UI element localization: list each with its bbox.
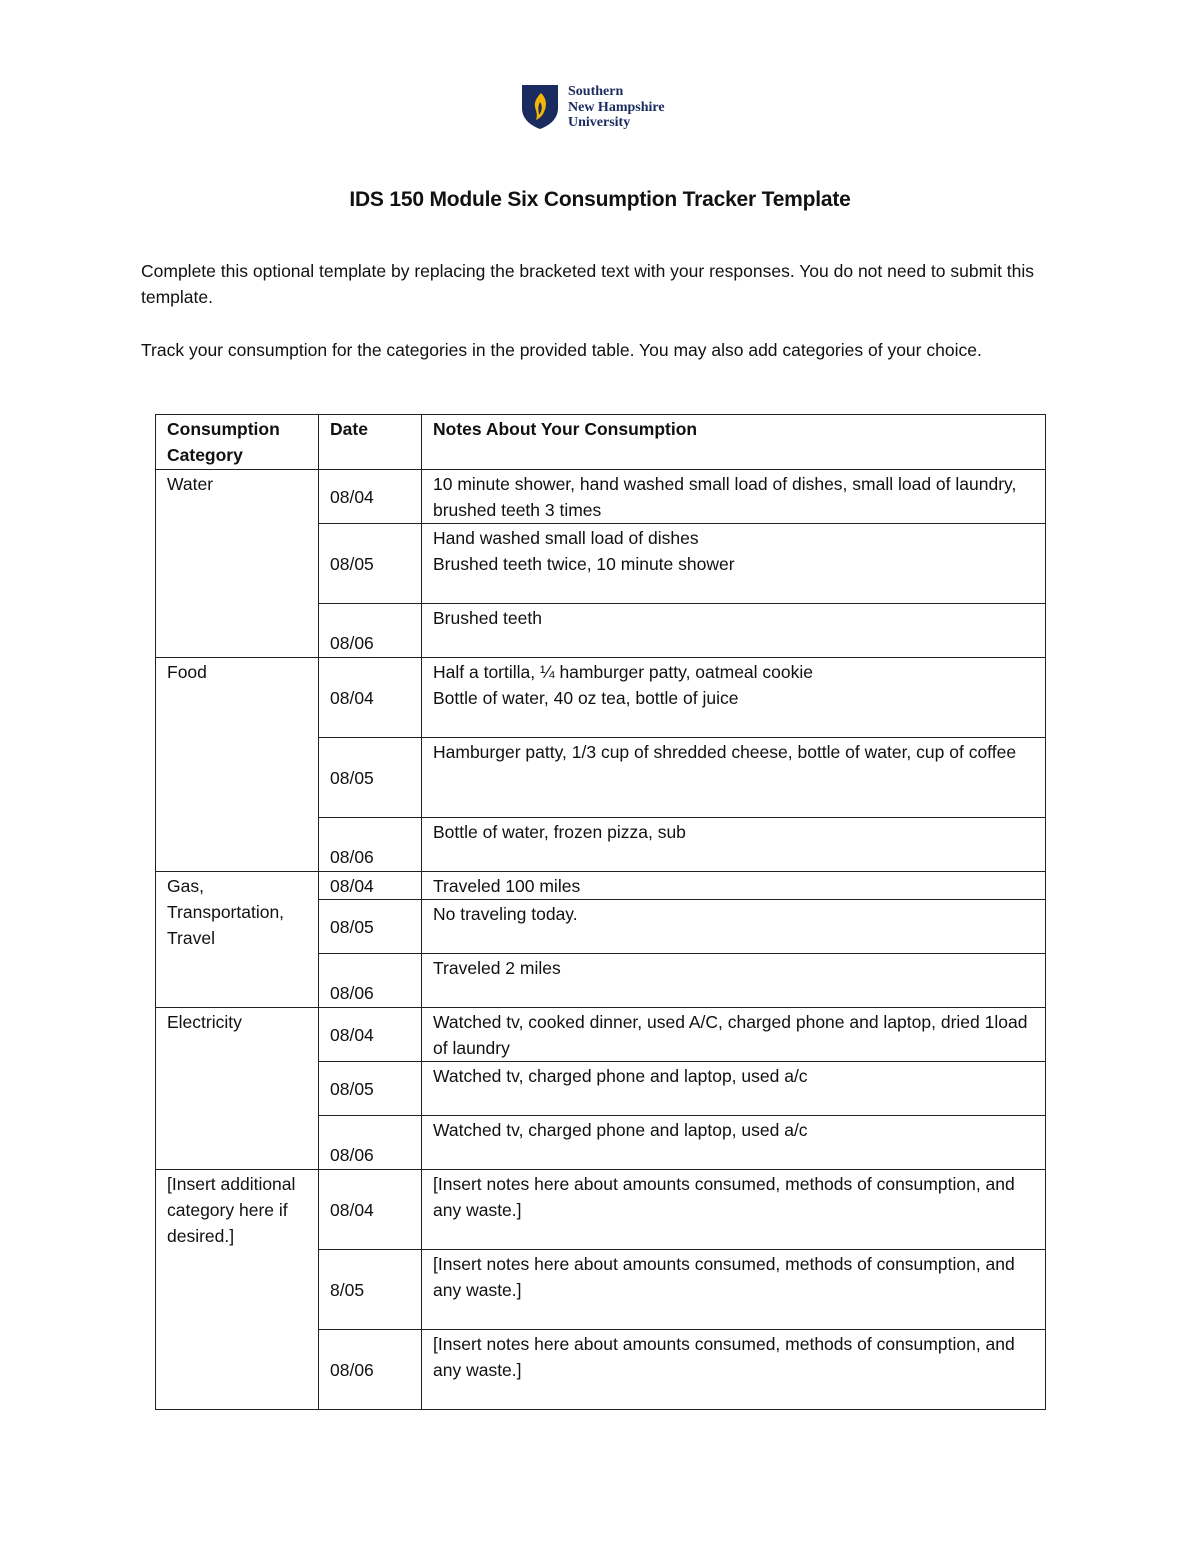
category-cell: [Insert additional category here if desired.] bbox=[156, 1170, 319, 1410]
category-cell: Gas, Transportation, Travel bbox=[156, 872, 319, 1008]
notes-cell bbox=[422, 470, 1046, 524]
notes-cell bbox=[422, 818, 1046, 872]
table-row bbox=[156, 1008, 1046, 1062]
date-cell: 08/06 bbox=[319, 1330, 422, 1410]
notes-cell bbox=[422, 954, 1046, 1008]
notes-cell bbox=[422, 738, 1046, 818]
logo-line-2: New Hampshire bbox=[568, 99, 665, 115]
intro-paragraph: Complete this optional template by replacing the bracketed text with your responses. You do not need to submit this template. bbox=[141, 261, 1035, 307]
notes-cell bbox=[422, 1250, 1046, 1330]
date-cell: 08/05 bbox=[319, 900, 422, 954]
logo-line-3: University bbox=[568, 115, 631, 130]
notes-cell bbox=[422, 900, 1046, 954]
note-line: 10 minute shower, hand washed small load of dishes, small load of laundry, brushed teeth 3 times bbox=[433, 474, 1017, 520]
header-category: Consumption Category bbox=[156, 415, 319, 470]
notes-cell bbox=[422, 658, 1046, 738]
date-cell: 08/06 bbox=[319, 954, 422, 1008]
date-cell: 08/05 bbox=[319, 524, 422, 604]
note-line: [Insert notes here about amounts consumed, methods of consumption, and any waste.] bbox=[433, 1174, 1015, 1220]
date-cell: 08/06 bbox=[319, 818, 422, 872]
table-row bbox=[156, 658, 1046, 738]
university-logo bbox=[520, 84, 700, 134]
date-cell: 8/05 bbox=[319, 1250, 422, 1330]
notes-cell bbox=[422, 1008, 1046, 1062]
date-cell: 08/06 bbox=[319, 604, 422, 658]
notes-cell bbox=[422, 1062, 1046, 1116]
header-date: Date bbox=[319, 415, 422, 470]
header-notes: Notes About Your Consumption bbox=[422, 415, 1046, 470]
note-line: Brushed teeth bbox=[433, 608, 542, 628]
note-line: Watched tv, charged phone and laptop, used a/c bbox=[433, 1120, 808, 1140]
category-cell: Electricity bbox=[156, 1008, 319, 1170]
notes-cell bbox=[422, 524, 1046, 604]
date-cell: 08/04 bbox=[319, 1170, 422, 1250]
notes-cell bbox=[422, 604, 1046, 658]
logo-wordmark bbox=[568, 84, 665, 131]
category-cell: Food bbox=[156, 658, 319, 872]
notes-cell bbox=[422, 1116, 1046, 1170]
note-line: Bottle of water, frozen pizza, sub bbox=[433, 822, 686, 842]
table-row bbox=[156, 1170, 1046, 1250]
date-cell: 08/06 bbox=[319, 1116, 422, 1170]
note-line: Hamburger patty, 1/3 cup of shredded cheese, bottle of water, cup of coffee bbox=[433, 742, 1017, 762]
date-cell: 08/05 bbox=[319, 738, 422, 818]
category-cell: Water bbox=[156, 470, 319, 658]
note-line: Traveled 100 miles bbox=[433, 876, 581, 896]
date-cell: 08/04 bbox=[319, 470, 422, 524]
note-line: Watched tv, cooked dinner, used A/C, charged phone and laptop, dried 1load of laundry bbox=[433, 1012, 1028, 1058]
notes-cell bbox=[422, 872, 1046, 900]
table-row bbox=[156, 872, 1046, 900]
logo-line-1: Southern bbox=[568, 84, 624, 99]
note-line: [Insert notes here about amounts consumed, methods of consumption, and any waste.] bbox=[433, 1334, 1015, 1380]
note-line: Bottle of water, 40 oz tea, bottle of juice bbox=[433, 688, 739, 708]
date-cell: 08/04 bbox=[319, 872, 422, 900]
table-header-row bbox=[156, 415, 1046, 470]
date-cell: 08/04 bbox=[319, 658, 422, 738]
note-line: Half a tortilla, ¼ hamburger patty, oatmeal cookie bbox=[433, 662, 814, 682]
consumption-table bbox=[155, 414, 1046, 1410]
notes-cell bbox=[422, 1330, 1046, 1410]
instructions-paragraph: Track your consumption for the categories in the provided table. You may also add categories of your choice. bbox=[141, 340, 982, 360]
note-line: No traveling today. bbox=[433, 904, 578, 924]
notes-cell bbox=[422, 1170, 1046, 1250]
note-line: Watched tv, charged phone and laptop, used a/c bbox=[433, 1066, 808, 1086]
note-line: [Insert notes here about amounts consumed, methods of consumption, and any waste.] bbox=[433, 1254, 1015, 1300]
date-cell: 08/04 bbox=[319, 1008, 422, 1062]
note-line: Traveled 2 miles bbox=[433, 958, 561, 978]
flame-shield-icon bbox=[520, 84, 560, 130]
table-row bbox=[156, 470, 1046, 524]
note-line: Brushed teeth twice, 10 minute shower bbox=[433, 554, 735, 574]
date-cell: 08/05 bbox=[319, 1062, 422, 1116]
document-title: IDS 150 Module Six Consumption Tracker Template bbox=[349, 188, 851, 211]
note-line: Hand washed small load of dishes bbox=[433, 528, 699, 548]
